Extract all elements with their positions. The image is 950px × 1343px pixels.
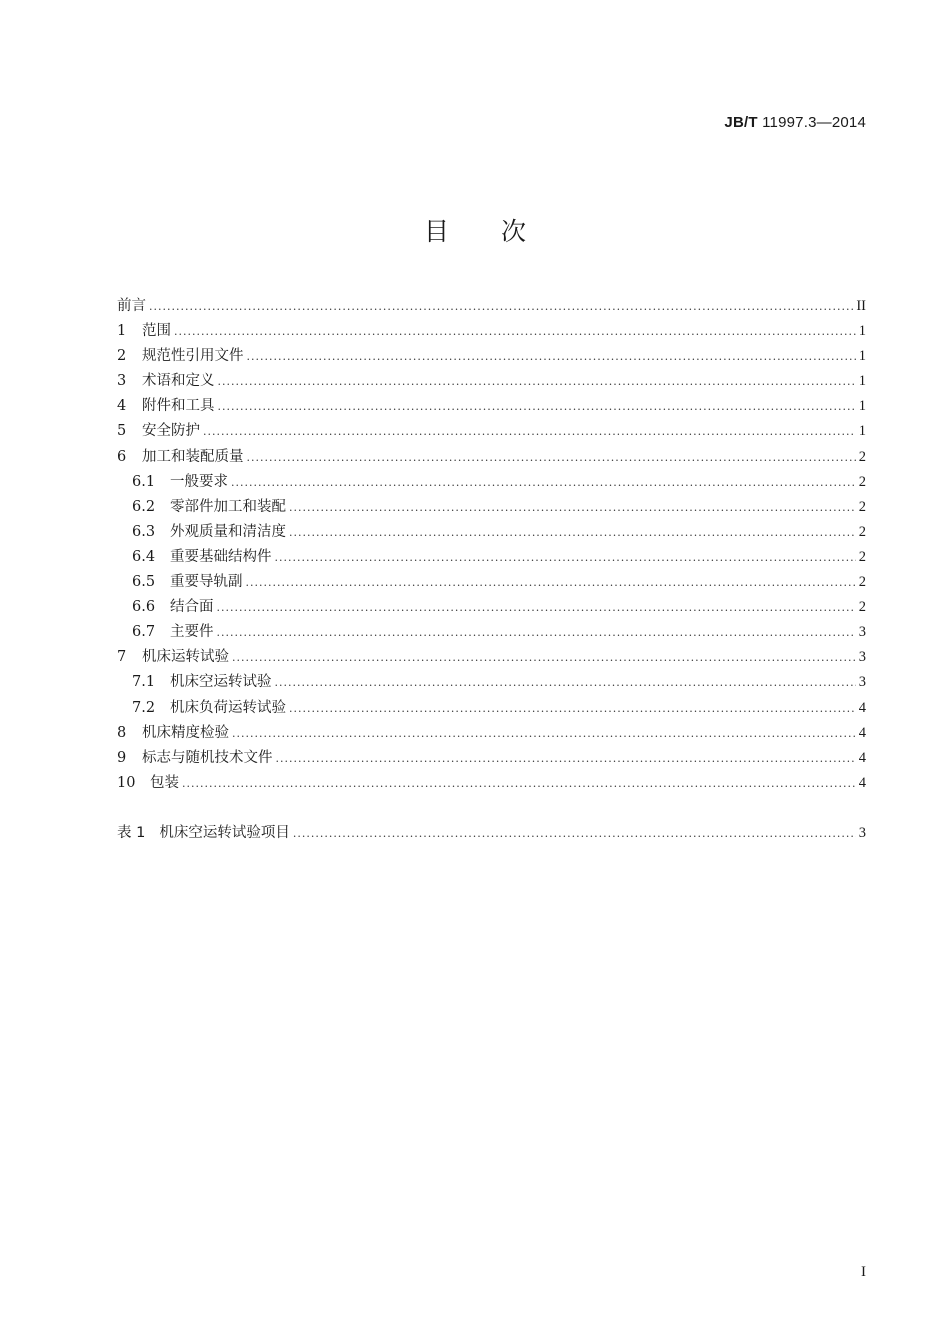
toc-entry-number: 6.1 [132, 473, 156, 490]
toc-entry-page: 2 [858, 548, 866, 565]
toc-entry-number: 6.2 [132, 498, 156, 515]
toc-entry-label: 附件和工具 [142, 398, 215, 415]
toc-entry-page: 4 [858, 724, 866, 741]
toc-entry-number: 6.6 [132, 599, 156, 616]
toc-entry-label: 标志与随机技术文件 [142, 749, 273, 766]
toc-entry-6[interactable] [117, 445, 866, 470]
toc-entry-label: 重要导轨副 [170, 574, 243, 591]
toc-entry-1[interactable] [117, 319, 866, 344]
toc-table-entry-1[interactable] [117, 821, 866, 846]
toc-entry-page: 1 [858, 348, 866, 365]
toc-entry-2[interactable] [117, 344, 866, 369]
toc-entry-label: 重要基础结构件 [170, 548, 272, 565]
document-code-prefix: JB/T [724, 114, 758, 131]
toc-leader-dots [276, 746, 856, 771]
toc-leader-dots [218, 394, 856, 419]
toc-leader-dots [289, 696, 856, 721]
toc-entry-page: 3 [858, 649, 866, 666]
toc-entry-6-6[interactable] [117, 595, 866, 620]
toc-entry-label: 规范性引用文件 [142, 348, 244, 365]
toc-tables-list [117, 821, 866, 846]
toc-entry-page: 3 [858, 624, 866, 641]
toc-entry-label: 加工和装配质量 [142, 448, 244, 465]
toc-entry-number: 7.2 [132, 699, 156, 716]
toc-entry-number: 4 [117, 398, 127, 415]
toc-leader-dots [247, 344, 856, 369]
toc-entry-6-5[interactable] [117, 570, 866, 595]
toc-entry-4[interactable] [117, 394, 866, 419]
toc-leader-dots [289, 520, 856, 545]
toc-entry-9[interactable] [117, 746, 866, 771]
toc-entry-10[interactable] [117, 771, 866, 796]
toc-entry-page: 4 [858, 699, 866, 716]
toc-entry-page: 1 [858, 398, 866, 415]
toc-table-number: 表 1 [117, 825, 146, 841]
toc-entry-label: 包装 [150, 774, 179, 791]
toc-leader-dots [174, 319, 856, 344]
toc-entry-page: 3 [858, 674, 866, 691]
toc-entry-number: 6.7 [132, 624, 156, 641]
toc-entry-7-1[interactable] [117, 670, 866, 695]
toc-entry-label: 主要件 [170, 624, 214, 641]
toc-entry-label: 范围 [142, 323, 171, 340]
toc-entry-label: 外观质量和清洁度 [170, 523, 286, 540]
toc-title: 目次 [423, 217, 578, 246]
toc-entry-number: 10 [117, 774, 136, 791]
toc-entry-number: 5 [117, 423, 127, 440]
toc-entry-page: 1 [858, 323, 866, 340]
toc-entry-number: 9 [117, 749, 127, 766]
toc-entry-label: 前言 [117, 298, 146, 314]
toc-entry-6-7[interactable] [117, 620, 866, 645]
toc-entry-number: 1 [117, 323, 127, 340]
toc-entry-number: 6.5 [132, 574, 156, 591]
toc-leader-dots [217, 620, 856, 645]
toc-entry-6-4[interactable] [117, 545, 866, 570]
toc-entry-page: 4 [858, 749, 866, 766]
toc-entry-foreword[interactable] [117, 294, 866, 319]
toc-entry-label: 术语和定义 [142, 373, 215, 390]
toc-entry-7-2[interactable] [117, 696, 866, 721]
toc-entry-page: 2 [858, 599, 866, 616]
toc-leader-dots [149, 294, 853, 319]
toc-entry-page: 2 [858, 498, 866, 515]
toc-entry-3[interactable] [117, 369, 866, 394]
toc-entry-page: II [856, 298, 866, 314]
toc-entry-page: 2 [858, 523, 866, 540]
toc-leader-dots [247, 445, 856, 470]
toc-entry-label: 机床空运转试验 [170, 674, 272, 691]
document-code [724, 114, 866, 131]
toc-leader-dots [275, 670, 856, 695]
toc-entry-8[interactable] [117, 721, 866, 746]
toc-leader-dots [217, 595, 856, 620]
toc-leader-dots [203, 419, 856, 444]
toc-entry-6-3[interactable] [117, 520, 866, 545]
document-code-number: 11997.3—2014 [762, 114, 866, 131]
toc-entry-page: 2 [858, 473, 866, 490]
toc-entry-page: 1 [858, 373, 866, 390]
toc-entry-7[interactable] [117, 645, 866, 670]
toc-entry-6-2[interactable] [117, 495, 866, 520]
toc-leader-dots [218, 369, 856, 394]
toc-entry-page: 1 [858, 423, 866, 440]
toc-leader-dots [232, 721, 856, 746]
toc-entry-label: 一般要求 [170, 473, 228, 490]
toc-list [117, 294, 866, 796]
toc-leader-dots [182, 771, 856, 796]
toc-table-page: 3 [858, 825, 866, 841]
toc-entry-number: 3 [117, 373, 127, 390]
toc-leader-dots [275, 545, 856, 570]
toc-entry-label: 安全防护 [142, 423, 200, 440]
toc-entry-label: 零部件加工和装配 [170, 498, 286, 515]
toc-entry-label: 机床运转试验 [142, 649, 229, 666]
toc-leader-dots [232, 645, 856, 670]
toc-entry-6-1[interactable] [117, 470, 866, 495]
toc-entry-number: 7.1 [132, 674, 156, 691]
toc-entry-number: 6.3 [132, 523, 156, 540]
toc-entry-page: 2 [858, 448, 866, 465]
toc-entry-number: 6 [117, 448, 127, 465]
toc-entry-number: 7 [117, 649, 127, 666]
toc-entry-number: 8 [117, 724, 127, 741]
toc-leader-dots [231, 470, 856, 495]
toc-entry-label: 机床精度检验 [142, 724, 229, 741]
toc-entry-5[interactable] [117, 419, 866, 444]
toc-leader-dots [246, 570, 856, 595]
toc-table-label: 机床空运转试验项目 [159, 825, 290, 841]
toc-leader-dots [289, 495, 856, 520]
toc-leader-dots [293, 821, 856, 846]
toc-entry-number: 6.4 [132, 548, 156, 565]
page-number: I [861, 1264, 866, 1280]
toc-entry-label: 机床负荷运转试验 [170, 699, 286, 716]
toc-entry-label: 结合面 [170, 599, 214, 616]
toc-entry-page: 4 [858, 774, 866, 791]
toc-entry-number: 2 [117, 348, 127, 365]
toc-entry-page: 2 [858, 574, 866, 591]
